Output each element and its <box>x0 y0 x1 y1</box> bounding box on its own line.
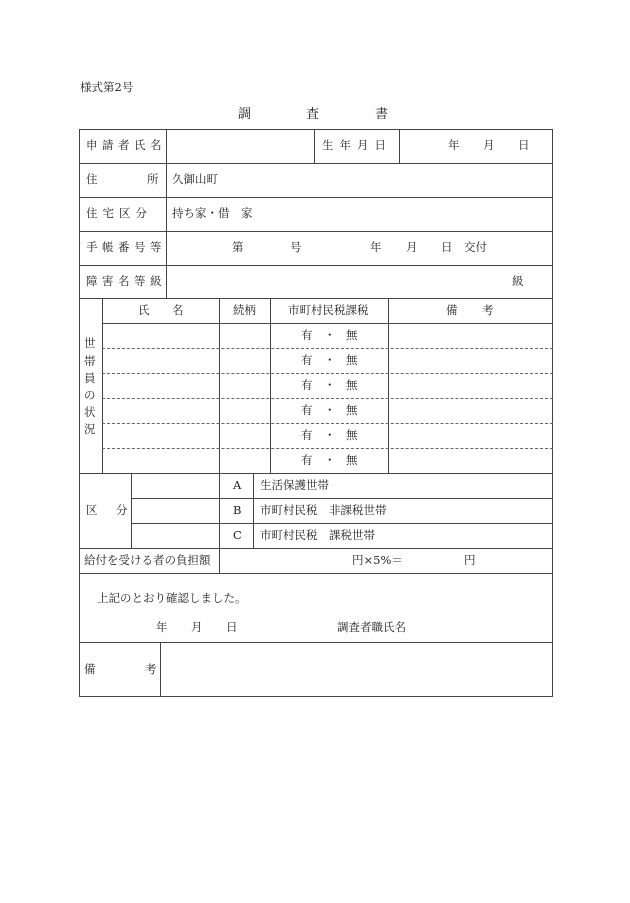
header-tax: 市町村民税課税 <box>288 303 369 317</box>
title-char-3: 書 <box>375 107 389 122</box>
tax-yes-option[interactable]: 有 <box>301 353 313 367</box>
address-label-1: 住 <box>86 172 98 186</box>
handbook-month-unit: 月 <box>406 240 418 254</box>
household-label-6: 況 <box>84 422 96 436</box>
remarks-field[interactable] <box>162 644 550 694</box>
tax-yes-option[interactable]: 有 <box>301 328 313 342</box>
header-relation: 続柄 <box>233 303 256 317</box>
burden-unit: 円 <box>464 553 476 567</box>
tax-yes-option[interactable]: 有 <box>301 378 313 392</box>
handbook-issued-label: 交付 <box>464 240 487 254</box>
remarks-label-2: 考 <box>145 662 157 676</box>
category-code-c: C <box>233 528 242 542</box>
burden-label: 給付を受ける者の負担額 <box>84 553 211 567</box>
tax-yes-option[interactable]: 有 <box>301 453 313 467</box>
confirmation-statement: 上記のとおり確認しました。 <box>97 591 247 605</box>
birth-year-unit: 年 <box>448 138 460 152</box>
category-option-b[interactable]: 市町村民税 非課税世帯 <box>260 503 387 517</box>
tax-no-option[interactable]: 無 <box>346 428 358 442</box>
tax-no-option[interactable]: 無 <box>346 328 358 342</box>
tax-yes-option[interactable]: 有 <box>301 428 313 442</box>
housing-label: 住宅区分 <box>86 206 152 220</box>
disability-label: 障害名等級 <box>86 274 166 288</box>
address-value[interactable]: 久御山町 <box>172 172 218 186</box>
category-label-1: 区 <box>86 503 98 517</box>
housing-value-1[interactable]: 持ち家・借 <box>172 206 230 220</box>
remarks-label-1: 備 <box>84 662 96 676</box>
category-label-2: 分 <box>116 503 128 517</box>
handbook-label: 手帳番号等 <box>86 240 166 254</box>
burden-formula: 円×5%＝ <box>352 553 403 567</box>
applicant-name-label: 申請者氏名 <box>86 138 166 152</box>
handbook-no-prefix: 第 <box>232 240 244 254</box>
separator-dot: ・ <box>324 428 336 442</box>
header-name-2: 名 <box>172 303 184 317</box>
table-border-bottom <box>79 696 553 697</box>
tax-no-option[interactable]: 無 <box>346 353 358 367</box>
separator-dot: ・ <box>324 403 336 417</box>
confirm-month-unit: 月 <box>191 620 203 634</box>
household-label-2: 帯 <box>84 354 96 368</box>
separator-dot: ・ <box>324 453 336 467</box>
header-name-1: 氏 <box>138 303 150 317</box>
household-label-3: 員 <box>84 371 96 385</box>
handbook-no-suffix: 号 <box>290 240 302 254</box>
household-label-1: 世 <box>84 336 96 350</box>
tax-no-option[interactable]: 無 <box>346 453 358 467</box>
confirm-day-unit: 日 <box>226 620 238 634</box>
birth-day-unit: 日 <box>518 138 530 152</box>
housing-value-2[interactable]: 家 <box>241 206 253 220</box>
birth-month-unit: 月 <box>483 138 495 152</box>
birthdate-label: 生年月日 <box>322 138 392 152</box>
household-label-4: の <box>84 388 96 402</box>
category-code-b: B <box>233 503 242 517</box>
title-char-1: 調 <box>238 107 252 122</box>
table-border-left <box>79 129 80 696</box>
header-remarks-2: 考 <box>482 303 494 317</box>
handbook-day-unit: 日 <box>441 240 453 254</box>
applicant-name-field[interactable] <box>168 131 312 161</box>
category-code-a: A <box>233 478 242 492</box>
title-char-2: 査 <box>306 107 320 122</box>
category-option-a[interactable]: 生活保護世帯 <box>260 478 329 492</box>
handbook-year-unit: 年 <box>370 240 382 254</box>
header-remarks-1: 備 <box>446 303 458 317</box>
separator-dot: ・ <box>324 328 336 342</box>
address-label-2: 所 <box>147 172 159 186</box>
household-label-5: 状 <box>84 405 96 419</box>
separator-dot: ・ <box>324 353 336 367</box>
separator-dot: ・ <box>324 378 336 392</box>
investigator-label: 調査者職氏名 <box>337 620 406 634</box>
disability-grade-unit: 級 <box>512 274 524 288</box>
form-number: 様式第2号 <box>80 80 134 94</box>
table-border-top <box>79 129 553 130</box>
tax-no-option[interactable]: 無 <box>346 403 358 417</box>
category-option-c[interactable]: 市町村民税 課税世帯 <box>260 528 375 542</box>
table-border-right <box>552 129 553 696</box>
tax-no-option[interactable]: 無 <box>346 378 358 392</box>
confirm-year-unit: 年 <box>156 620 168 634</box>
tax-yes-option[interactable]: 有 <box>301 403 313 417</box>
